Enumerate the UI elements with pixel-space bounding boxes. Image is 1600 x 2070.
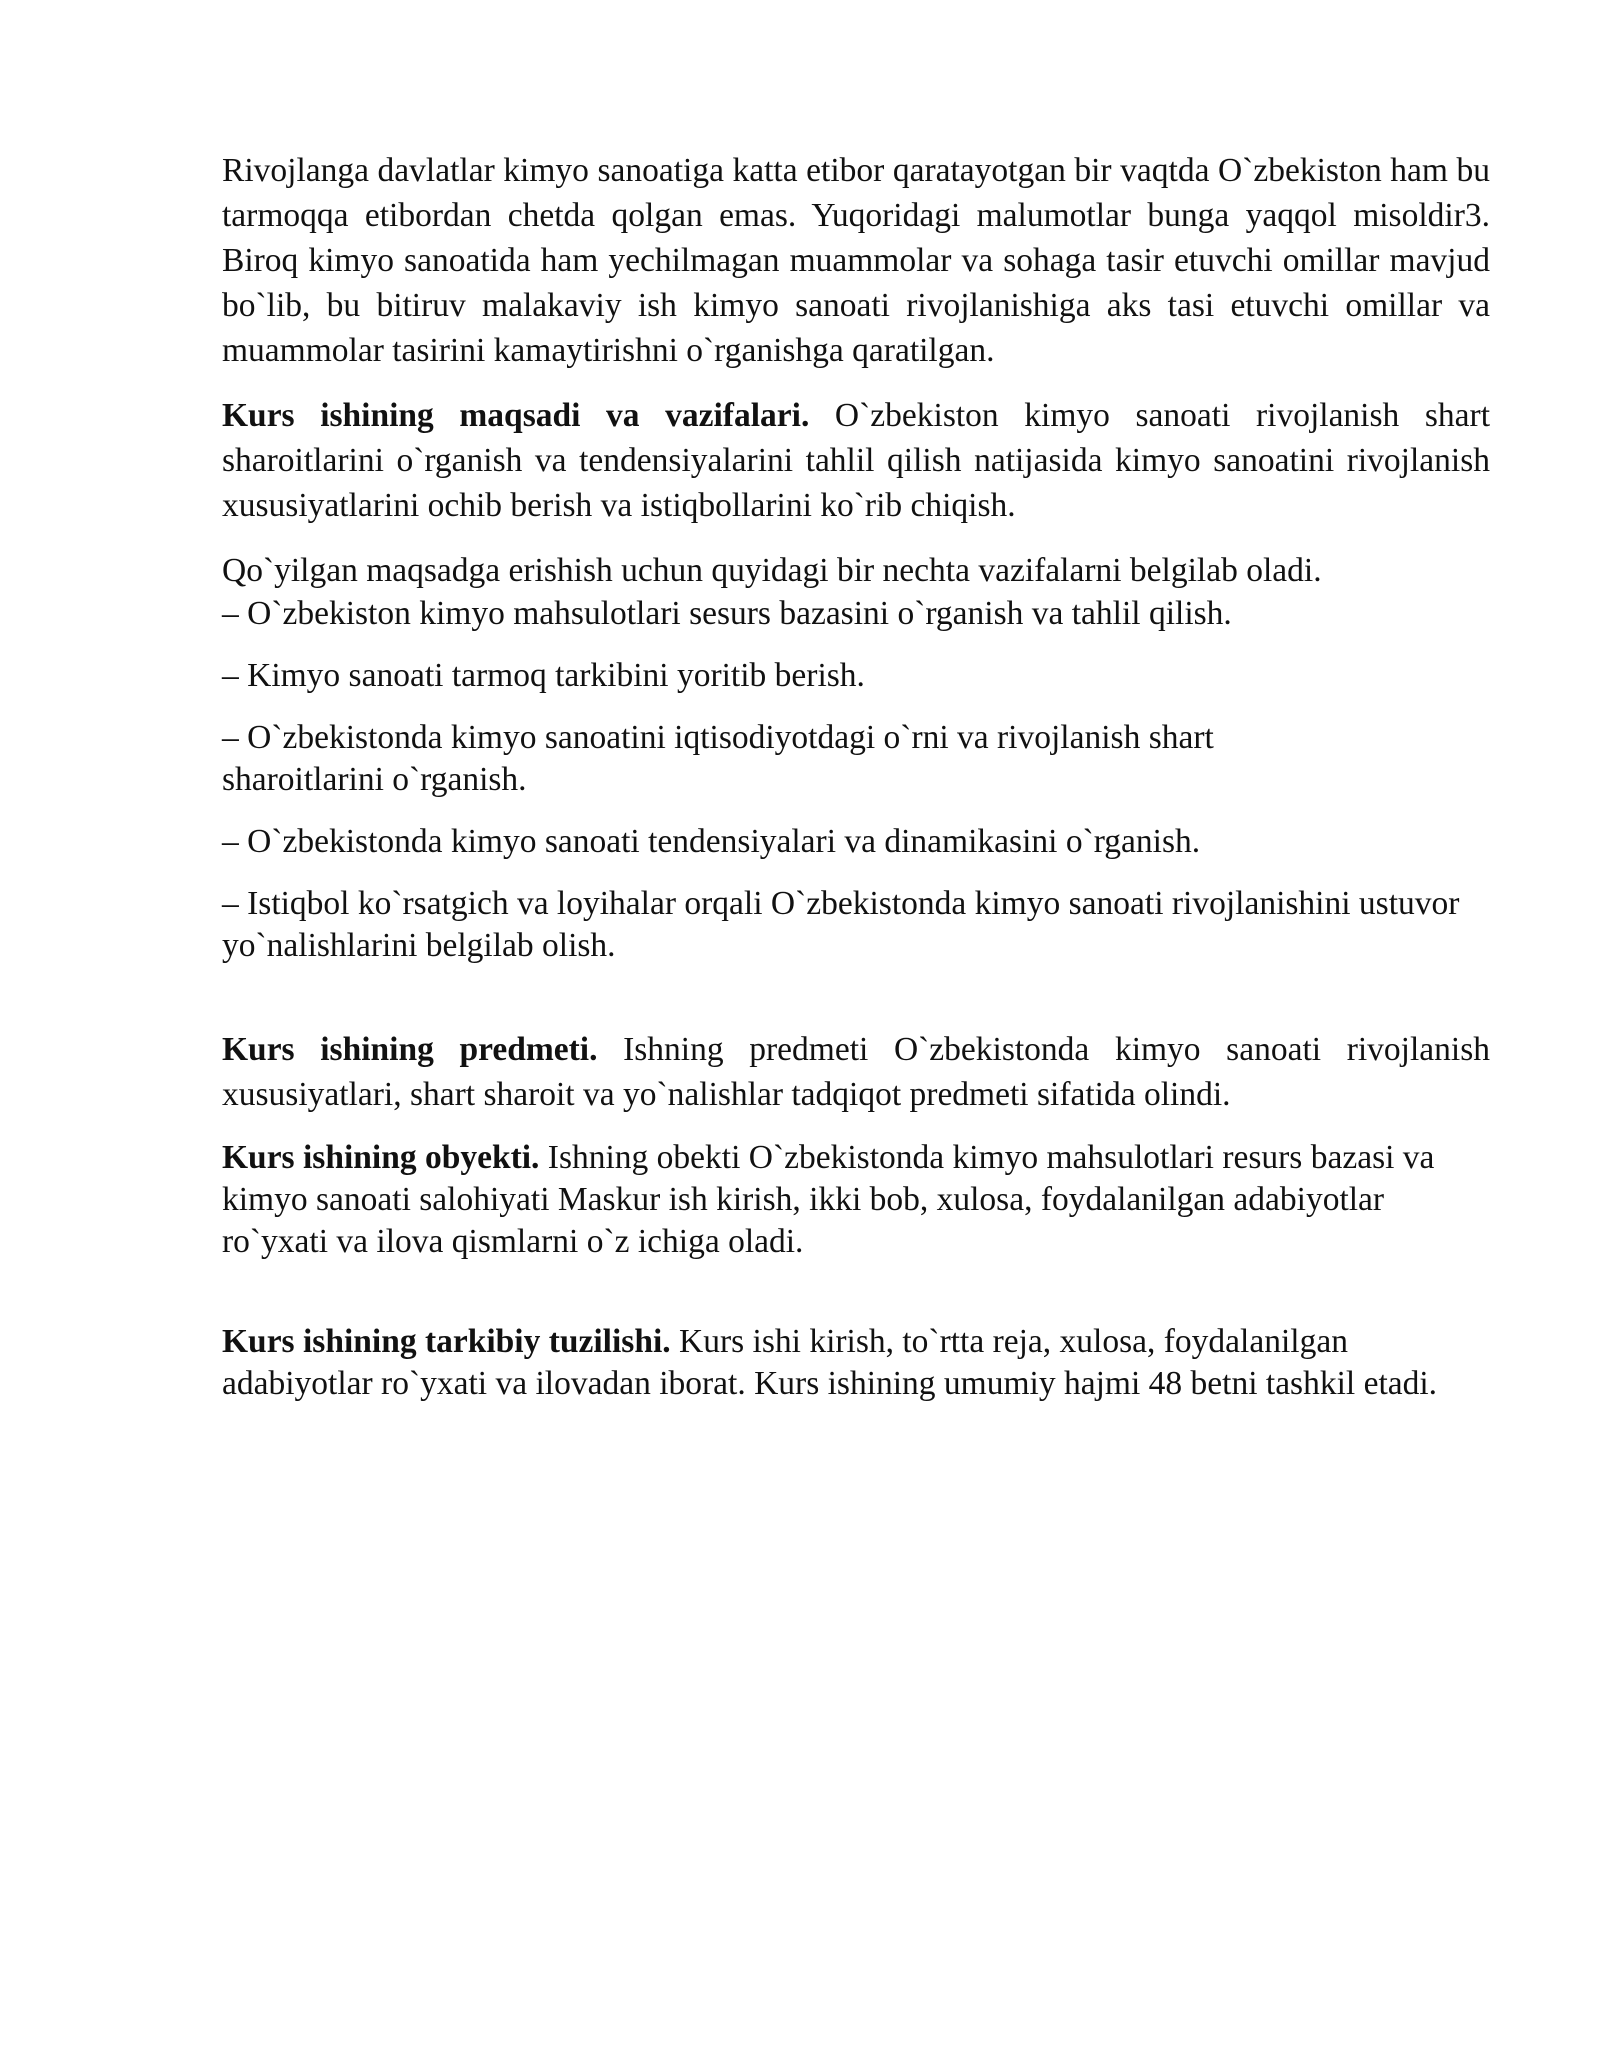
task-item-3: – O`zbekistonda kimyo sanoatini iqtisodiyotdagi o`rni va rivojlanish shart sharoitlarini o`rganish. bbox=[222, 719, 1214, 798]
task-item-4: – O`zbekistonda kimyo sanoati tendensiyalari va dinamikasini o`rganish. bbox=[222, 823, 1201, 860]
tasks-intro: Qo`yilgan maqsadga erishish uchun quyidagi bir nechta vazifalarni belgilab oladi. bbox=[222, 552, 1322, 589]
task-item-5: – Istiqbol ko`rsatgich va loyihalar orqali O`zbekistonda kimyo sanoati rivojlanishini ustuvor yo`nalishlarini belgilab olish. bbox=[222, 885, 1460, 964]
task-item-2: – Kimyo sanoati tarmoq tarkibini yoritib berish. bbox=[222, 657, 865, 694]
structure-paragraph bbox=[222, 1321, 1472, 1405]
task-item-1: – O`zbekiston kimyo mahsulotlari sesurs bazasini o`rganish va tahlil qilish. bbox=[222, 595, 1232, 632]
object-paragraph bbox=[222, 1137, 1472, 1263]
object-heading: Kurs ishining obyekti. bbox=[222, 1139, 540, 1176]
structure-heading: Kurs ishining tarkibiy tuzilishi. bbox=[222, 1323, 671, 1360]
structure-text: Kurs ishi kirish, to`rtta reja, xulosa, foydalanilgan adabiyotlar ro`yxati va ilovadan iborat. Kurs ishining umumiy hajmi 48 betni tashkil etadi. bbox=[222, 1323, 1438, 1402]
object-text: Ishning obekti O`zbekistonda kimyo mahsulotlari resurs bazasi va kimyo sanoati salohiyati Maskur ish kirish, ikki bob, xulosa, foydalanilgan adabiyotlar ro`yxati va ilova qismlarni o`z ichiga oladi. bbox=[222, 1139, 1435, 1260]
subject-paragraph bbox=[222, 1027, 1490, 1117]
goals-paragraph bbox=[222, 393, 1490, 528]
subject-heading: Kurs ishining predmeti. bbox=[222, 1031, 598, 1068]
document-body bbox=[222, 148, 1490, 1405]
goals-text: O`zbekiston kimyo sanoati rivojlanish shart sharoitlarini o`rganish va tendensiyalarini tahlil qilish natijasida kimyo sanoatini rivojlanish xususiyatlarini ochib berish va istiqbollarini ko`rib chiqish. bbox=[222, 397, 1491, 524]
subject-text: Ishning predmeti O`zbekistonda kimyo sanoati rivojlanish xususiyatlari, shart sharoit va yo`nalishlar tadqiqot predmeti sifatida olindi. bbox=[222, 1031, 1490, 1113]
intro-paragraph: Rivojlanga davlatlar kimyo sanoatiga katta etibor qaratayotgan bir vaqtda O`zbekiston ham bu tarmoqqa etibordan chetda qolgan emas. Yuqoridagi malumotlar bunga yaqqol misoldir3. Biroq kimyo sanoatida ham yechilmagan muammolar va sohaga tasir etuvchi omillar mavjud bo`lib, bu bitiruv malakaviy ish kimyo sanoati rivojlanishiga aks tasi etuvchi omillar va muammolar tasirini kamaytirishni o`rganishga qaratilgan. bbox=[222, 152, 1490, 369]
goals-heading: Kurs ishining maqsadi va vazifalari. bbox=[222, 397, 810, 434]
